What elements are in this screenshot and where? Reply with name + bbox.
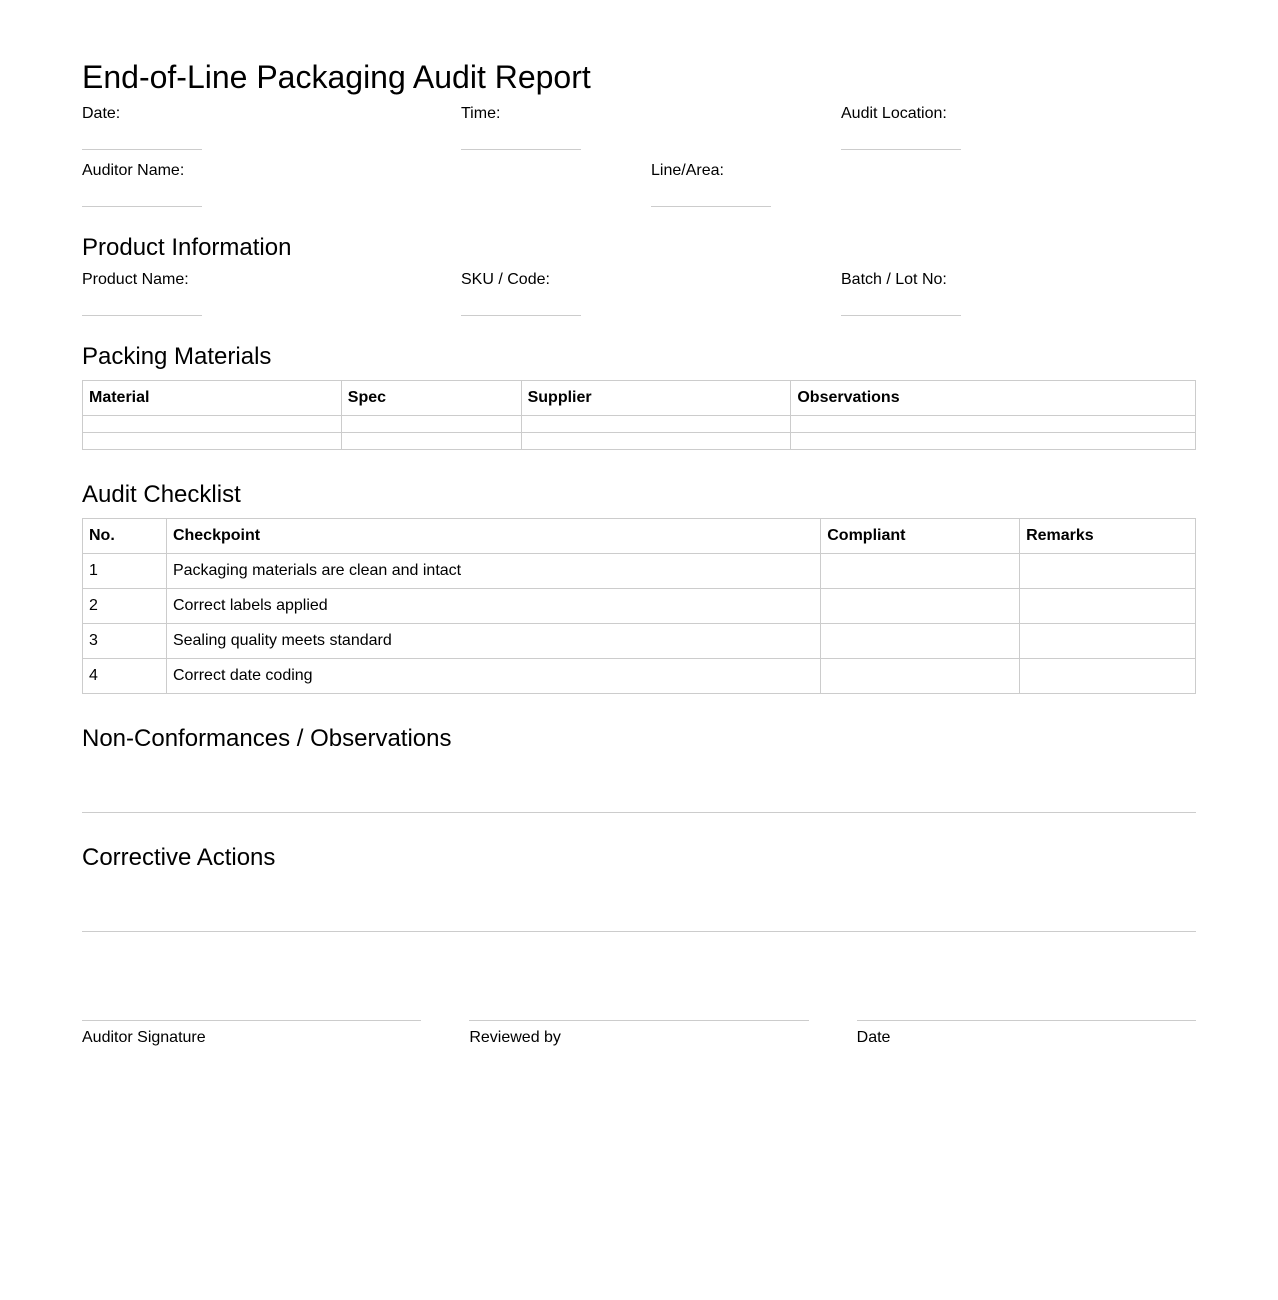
audit-location-field[interactable]: [841, 105, 961, 150]
remarks-cell[interactable]: [1020, 624, 1196, 659]
signature-row: [82, 1020, 1196, 1047]
material-cell[interactable]: [83, 433, 342, 450]
non-conformances-input-line[interactable]: [82, 812, 1196, 813]
reviewed-by-signature-line[interactable]: [469, 1020, 808, 1047]
audit-location-input-line[interactable]: [841, 128, 961, 150]
non-conformances-heading: Non-Conformances / Observations: [82, 725, 452, 752]
date-label: Date:: [82, 105, 121, 122]
spec-cell[interactable]: [341, 416, 521, 433]
product-name-input-line[interactable]: [82, 294, 202, 316]
column-header-supplier: Supplier: [521, 381, 791, 416]
table-header-row: [83, 519, 1196, 554]
checkpoint-text: Packaging materials are clean and intact: [166, 554, 820, 589]
batch-lot-field[interactable]: [841, 271, 961, 316]
compliant-cell[interactable]: [821, 589, 1020, 624]
sku-code-label: SKU / Code:: [461, 271, 550, 288]
observations-cell[interactable]: [791, 433, 1196, 450]
signature-date-line[interactable]: [857, 1020, 1196, 1047]
line-area-field[interactable]: [651, 162, 771, 207]
signature-date-label: Date: [856, 1029, 891, 1046]
auditor-signature-label: Auditor Signature: [82, 1029, 206, 1046]
packing-materials-table: [82, 380, 1196, 450]
column-header-spec: Spec: [341, 381, 521, 416]
page-title: End-of-Line Packaging Audit Report: [82, 59, 591, 95]
table-row: [83, 433, 1196, 450]
supplier-cell[interactable]: [521, 416, 791, 433]
spec-cell[interactable]: [341, 433, 521, 450]
column-header-checkpoint: Checkpoint: [166, 519, 820, 554]
line-area-input-line[interactable]: [651, 185, 771, 207]
checkpoint-text: Correct labels applied: [166, 589, 820, 624]
remarks-cell[interactable]: [1020, 589, 1196, 624]
auditor-name-input-line[interactable]: [82, 185, 202, 207]
auditor-signature-line[interactable]: [82, 1020, 421, 1047]
table-row: [83, 589, 1196, 624]
remarks-cell[interactable]: [1020, 554, 1196, 589]
reviewed-by-label: Reviewed by: [469, 1029, 561, 1046]
column-header-compliant: Compliant: [821, 519, 1020, 554]
supplier-cell[interactable]: [521, 433, 791, 450]
table-header-row: [83, 381, 1196, 416]
auditor-name-label: Auditor Name:: [82, 162, 185, 179]
item-number: 1: [83, 554, 167, 589]
compliant-cell[interactable]: [821, 554, 1020, 589]
time-field[interactable]: [461, 105, 581, 150]
corrective-actions-input-line[interactable]: [82, 931, 1196, 932]
line-area-label: Line/Area:: [651, 162, 724, 179]
column-header-no: No.: [83, 519, 167, 554]
column-header-material: Material: [83, 381, 342, 416]
packing-materials-heading: Packing Materials: [82, 343, 272, 370]
audit-location-label: Audit Location:: [841, 105, 947, 122]
material-cell[interactable]: [83, 416, 342, 433]
checkpoint-text: Sealing quality meets standard: [166, 624, 820, 659]
compliant-cell[interactable]: [821, 659, 1020, 694]
table-row: [83, 659, 1196, 694]
table-row: [83, 554, 1196, 589]
batch-lot-label: Batch / Lot No:: [841, 271, 947, 288]
item-number: 3: [83, 624, 167, 659]
time-label: Time:: [461, 105, 501, 122]
sku-code-field[interactable]: [461, 271, 581, 316]
column-header-observations: Observations: [791, 381, 1196, 416]
table-row: [83, 416, 1196, 433]
product-name-field[interactable]: [82, 271, 202, 316]
checkpoint-text: Correct date coding: [166, 659, 820, 694]
sku-code-input-line[interactable]: [461, 294, 581, 316]
item-number: 4: [83, 659, 167, 694]
column-header-remarks: Remarks: [1020, 519, 1196, 554]
table-row: [83, 624, 1196, 659]
audit-checklist-table: [82, 518, 1196, 694]
auditor-name-field[interactable]: [82, 162, 202, 207]
audit-checklist-heading: Audit Checklist: [82, 481, 241, 508]
product-name-label: Product Name:: [82, 271, 189, 288]
batch-lot-input-line[interactable]: [841, 294, 961, 316]
observations-cell[interactable]: [791, 416, 1196, 433]
date-input-line[interactable]: [82, 128, 202, 150]
product-information-heading: Product Information: [82, 234, 292, 261]
corrective-actions-heading: Corrective Actions: [82, 844, 276, 871]
remarks-cell[interactable]: [1020, 659, 1196, 694]
item-number: 2: [83, 589, 167, 624]
time-input-line[interactable]: [461, 128, 581, 150]
date-field[interactable]: [82, 105, 202, 150]
compliant-cell[interactable]: [821, 624, 1020, 659]
